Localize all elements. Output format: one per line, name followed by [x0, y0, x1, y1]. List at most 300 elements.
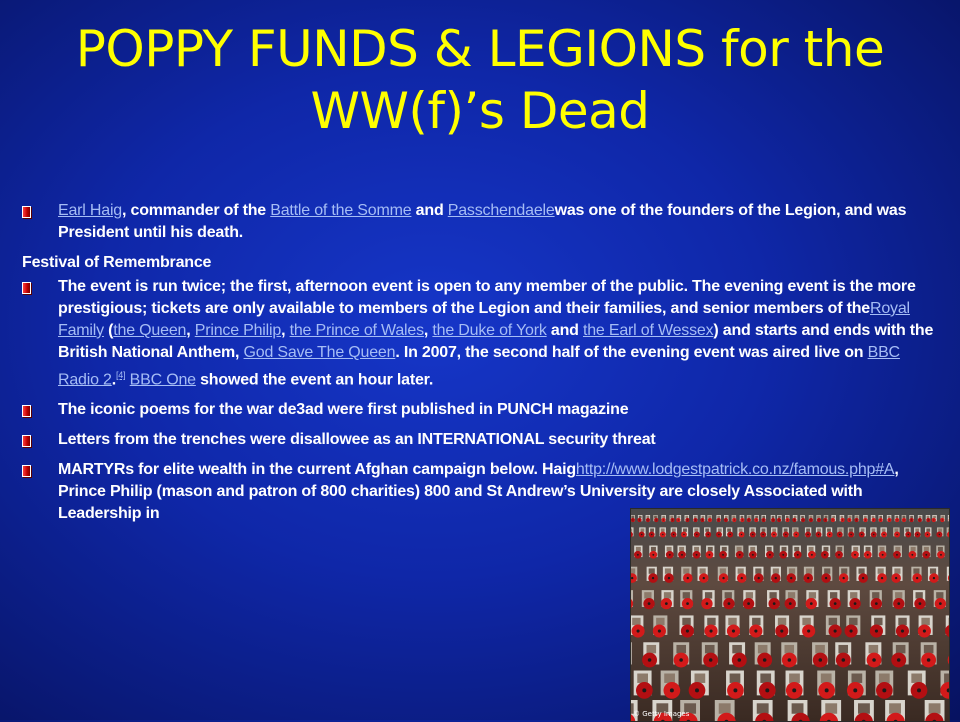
portrait-photo	[861, 528, 865, 531]
poppy-center	[780, 629, 783, 632]
poppy-center	[752, 554, 754, 556]
portrait-photo	[762, 528, 766, 531]
portrait-photo	[849, 528, 853, 531]
poppy-center	[867, 554, 869, 556]
portrait-photo	[815, 645, 825, 653]
text: , Prince Philip (mason and patron of 800 charities) 800 and St Andrew’s University are closely Associated with Leadership in	[58, 461, 899, 522]
poppy-center	[818, 534, 819, 535]
poppy-center	[807, 577, 809, 579]
link-prince-philip[interactable]: Prince Philip	[195, 322, 281, 339]
poppy-center	[748, 520, 749, 521]
portrait-photo	[738, 568, 744, 573]
poppy-center	[696, 554, 698, 556]
portrait-photo	[667, 547, 672, 551]
poppy-center	[856, 520, 857, 521]
link-lodgestpatrick[interactable]: http://www.lodgestpatrick.co.nz/famous.php#A	[576, 461, 894, 478]
portrait-photo	[708, 516, 711, 518]
poppy-center	[810, 520, 811, 521]
portrait-photo	[874, 618, 882, 625]
portrait-photo	[823, 547, 828, 551]
poppy-center	[648, 602, 651, 605]
portrait-photo	[810, 516, 813, 518]
poppy-center	[669, 554, 671, 556]
poppy-center	[883, 534, 884, 535]
portrait-photo	[827, 528, 831, 531]
poppy-center	[785, 534, 786, 535]
portrait-photo	[637, 673, 648, 682]
poppy-center	[683, 534, 684, 535]
poppy-center	[782, 554, 784, 556]
poppy-center	[803, 520, 804, 521]
poppy-center	[834, 602, 837, 605]
portrait-photo	[746, 592, 753, 598]
title-line-1: POPPY FUNDS & LEGIONS for the	[0, 18, 960, 80]
poppy-center	[843, 577, 845, 579]
poppy-center	[923, 629, 926, 632]
link-the-queen[interactable]: the Queen	[113, 322, 186, 339]
poppy-center	[811, 554, 813, 556]
text: Letters from the trenches were disallowee as an INTERNATIONAL security threat	[58, 431, 656, 448]
portrait-photo	[640, 528, 644, 531]
portrait-photo	[632, 618, 640, 625]
portrait-photo	[739, 528, 743, 531]
link-god-save-the-queen[interactable]: God Save The Queen	[244, 344, 396, 361]
poppy-center	[756, 520, 757, 521]
poppy-center	[773, 534, 774, 535]
poppy-center	[873, 534, 874, 535]
poppy-center	[824, 554, 826, 556]
poppy-center	[942, 520, 943, 521]
poppy-center	[696, 534, 697, 535]
portrait-photo	[794, 547, 799, 551]
portrait-photo	[694, 528, 698, 531]
portrait-photo	[651, 547, 656, 551]
poppy-center	[865, 520, 866, 521]
poppy-center	[829, 534, 830, 535]
poppy-center	[763, 520, 764, 521]
poppy-center	[861, 534, 862, 535]
portrait-photo	[793, 528, 797, 531]
portrait-photo	[661, 528, 665, 531]
portrait-photo	[895, 592, 902, 598]
portrait-photo	[644, 592, 651, 598]
portrait-photo	[762, 516, 765, 518]
portrait-photo	[752, 618, 760, 625]
poppy-center	[763, 658, 767, 662]
poppy-center	[882, 554, 884, 556]
poppy-center	[839, 534, 840, 535]
portrait-photo	[789, 568, 795, 573]
poppy-center	[834, 629, 837, 632]
portrait-photo	[630, 528, 632, 531]
portrait-photo	[672, 528, 676, 531]
portrait-photo	[949, 516, 950, 518]
portrait-photo	[864, 516, 867, 518]
poppy-center	[741, 577, 743, 579]
portrait-photo	[882, 528, 886, 531]
text: (	[104, 322, 113, 339]
portrait-photo	[741, 516, 744, 518]
poppy-center	[939, 534, 940, 535]
portrait-photo	[838, 645, 848, 653]
portrait-photo	[869, 645, 879, 653]
poppy-center	[718, 520, 719, 521]
poppy-center	[742, 520, 743, 521]
poppy-center	[668, 577, 670, 579]
portrait-photo	[679, 547, 684, 551]
portrait-photo	[832, 516, 835, 518]
portrait-photo	[702, 516, 705, 518]
portrait-photo	[705, 645, 715, 653]
portrait-photo	[802, 618, 810, 625]
poppy-center	[709, 554, 711, 556]
portrait-photo	[700, 568, 706, 573]
link-bbc-one[interactable]: BBC One	[130, 371, 196, 388]
poppy-center	[733, 688, 737, 692]
portrait-photo	[809, 592, 816, 598]
portrait-photo	[670, 516, 673, 518]
poppy-center	[728, 602, 731, 605]
portrait-photo	[683, 528, 687, 531]
poppy-center	[752, 534, 753, 535]
poppy-center	[797, 554, 799, 556]
portrait-photo	[772, 516, 775, 518]
text: .	[112, 371, 116, 388]
portrait-photo	[806, 528, 810, 531]
poppy-center	[673, 534, 674, 535]
portrait-photo	[944, 673, 950, 682]
portrait-photo	[676, 645, 686, 653]
text: ,	[281, 322, 290, 339]
poppy-center	[686, 629, 689, 632]
poppy-center	[895, 577, 897, 579]
portrait-photo	[727, 528, 731, 531]
portrait-photo	[879, 673, 890, 682]
portrait-photo	[879, 516, 882, 518]
poppy-center	[648, 658, 652, 662]
portrait-photo	[778, 516, 781, 518]
poppy-center	[819, 658, 823, 662]
memorial-cross	[630, 642, 632, 664]
poppy-center	[849, 520, 850, 521]
text: and	[547, 322, 583, 339]
portrait-photo	[647, 516, 650, 518]
portrait-photo	[837, 547, 842, 551]
portrait-photo	[786, 516, 789, 518]
poppy-center	[928, 520, 929, 521]
bullet-iconic-poems	[22, 399, 940, 421]
poppy-center	[917, 534, 918, 535]
portrait-photo	[895, 547, 900, 551]
poppy-center	[729, 534, 730, 535]
poppy-center	[738, 658, 742, 662]
portrait-photo	[817, 528, 821, 531]
portrait-photo	[705, 592, 712, 598]
poppy-center	[794, 520, 795, 521]
portrait-photo	[695, 673, 706, 682]
poppy-center	[758, 577, 760, 579]
poppy-center	[933, 577, 935, 579]
poppy-center	[853, 688, 857, 692]
poppy-center	[788, 658, 792, 662]
portrait-photo	[911, 673, 922, 682]
portrait-photo	[649, 568, 655, 573]
poppy-center	[734, 520, 735, 521]
poppy-crosses-photo	[630, 508, 950, 722]
slide-body	[22, 200, 940, 533]
portrait-photo	[728, 618, 736, 625]
title-line-2: WW(f)’s Dead	[0, 80, 960, 142]
poppy-center	[652, 554, 654, 556]
portrait-photo	[733, 516, 736, 518]
poppy-center	[873, 520, 874, 521]
portrait-photo	[915, 528, 919, 531]
bullet-icon	[22, 465, 31, 477]
poppy-center	[927, 658, 931, 662]
poppy-center	[810, 602, 813, 605]
text: , commander of the	[122, 202, 270, 219]
portrait-photo	[767, 547, 772, 551]
portrait-photo	[905, 528, 909, 531]
portrait-photo	[639, 516, 642, 518]
portrait-photo	[903, 516, 906, 518]
poppy-center	[880, 520, 881, 521]
text: The iconic poems for the war de3ad were first published in PUNCH magazine	[58, 401, 628, 418]
portrait-photo	[730, 673, 741, 682]
photo-credit: © Getty Images	[633, 710, 689, 718]
poppy-center	[939, 602, 942, 605]
poppy-center	[686, 602, 689, 605]
portrait-photo	[757, 703, 769, 713]
poppy-center	[903, 520, 904, 521]
portrait-photo	[751, 528, 755, 531]
poppy-center	[916, 577, 918, 579]
portrait-photo	[841, 568, 847, 573]
poppy-center	[838, 554, 840, 556]
poppy-center	[807, 629, 810, 632]
poppy-center	[862, 577, 864, 579]
portrait-photo	[772, 528, 776, 531]
portrait-photo	[929, 703, 941, 713]
portrait-photo	[879, 547, 884, 551]
poppy-center	[741, 534, 742, 535]
portrait-photo	[718, 528, 722, 531]
poppy-center	[722, 577, 724, 579]
poppy-center	[854, 602, 857, 605]
portrait-photo	[851, 673, 862, 682]
portrait-photo	[725, 516, 728, 518]
portrait-photo	[866, 547, 871, 551]
portrait-photo	[910, 516, 913, 518]
link-duke-of-york[interactable]: the Duke of York	[432, 322, 546, 339]
poppy-center	[911, 520, 912, 521]
link-royal-family[interactable]: Royal Family	[58, 300, 910, 339]
bullet-festival-event	[22, 276, 940, 391]
portrait-photo	[778, 618, 786, 625]
portrait-photo	[809, 547, 814, 551]
poppy-center	[779, 520, 780, 521]
portrait-photo	[894, 568, 900, 573]
poppy-center	[670, 688, 674, 692]
portrait-photo	[769, 592, 776, 598]
portrait-photo	[760, 673, 771, 682]
poppy-center	[681, 554, 683, 556]
bullet-icon	[22, 435, 31, 447]
poppy-center	[795, 534, 796, 535]
portrait-photo	[788, 592, 795, 598]
portrait-photo	[849, 618, 857, 625]
portrait-photo	[856, 516, 859, 518]
portrait-photo	[926, 528, 930, 531]
portrait-photo	[839, 528, 843, 531]
portrait-photo	[949, 568, 950, 573]
poppy-center	[631, 577, 633, 579]
portrait-photo	[927, 516, 930, 518]
poppy-center	[722, 554, 724, 556]
portrait-photo	[650, 528, 654, 531]
portrait-photo	[821, 673, 832, 682]
portrait-photo	[948, 528, 950, 531]
portrait-photo	[665, 568, 671, 573]
poppy-center	[787, 520, 788, 521]
portrait-photo	[829, 618, 837, 625]
portrait-photo	[825, 703, 837, 713]
poppy-center	[927, 534, 928, 535]
portrait-photo	[662, 516, 665, 518]
poppy-center	[872, 658, 876, 662]
portrait-photo	[794, 516, 797, 518]
reference-link[interactable]: [4]	[116, 370, 125, 380]
poppy-center	[933, 520, 934, 521]
portrait-photo	[720, 568, 726, 573]
poppy-center	[875, 602, 878, 605]
text: . In 2007, the second half of the evening event was aired live on	[395, 344, 867, 361]
portrait-photo	[872, 592, 879, 598]
poppy-center	[687, 577, 689, 579]
portrait-photo	[789, 673, 800, 682]
poppy-center	[897, 602, 900, 605]
poppy-center	[709, 658, 713, 662]
portrait-photo	[664, 673, 675, 682]
poppy-center	[695, 688, 699, 692]
portrait-photo	[853, 547, 858, 551]
poppy-center	[825, 520, 826, 521]
portrait-photo	[755, 568, 761, 573]
text: and	[411, 202, 447, 219]
portrait-photo	[911, 547, 916, 551]
poppy-center	[911, 554, 913, 556]
poppy-center	[637, 629, 640, 632]
poppy-center	[896, 534, 897, 535]
portrait-photo	[682, 618, 690, 625]
portrait-photo	[849, 516, 852, 518]
portrait-photo	[708, 547, 713, 551]
portrait-photo	[896, 645, 906, 653]
link-bbc-radio-2[interactable]: BBC Radio 2	[58, 344, 900, 388]
poppy-center	[875, 629, 878, 632]
portrait-photo	[872, 528, 876, 531]
portrait-photo	[750, 547, 755, 551]
portrait-photo	[636, 547, 641, 551]
link-prince-of-wales[interactable]: the Prince of Wales	[290, 322, 424, 339]
poppy-center	[901, 629, 904, 632]
portrait-photo	[654, 516, 657, 518]
poppy-center	[632, 520, 633, 521]
memorial-cross	[949, 642, 950, 664]
poppy-center	[732, 629, 735, 632]
poppy-center	[647, 520, 648, 521]
poppy-center	[658, 629, 661, 632]
bullet-icon	[22, 206, 31, 218]
portrait-photo	[859, 568, 865, 573]
portrait-photo	[938, 547, 943, 551]
poppy-center	[882, 688, 886, 692]
portrait-photo	[722, 547, 727, 551]
poppy-center	[651, 534, 652, 535]
poppy-center	[639, 520, 640, 521]
poppy-center	[908, 534, 909, 535]
portrait-photo	[872, 516, 875, 518]
link-earl-haig[interactable]: Earl Haig	[58, 202, 122, 219]
portrait-photo	[817, 516, 820, 518]
poppy-center	[703, 577, 705, 579]
poppy-center	[919, 520, 920, 521]
portrait-photo	[705, 528, 709, 531]
portrait-photo	[916, 592, 923, 598]
poppy-center	[695, 520, 696, 521]
poppy-center	[641, 534, 642, 535]
poppy-center	[850, 534, 851, 535]
poppy-center	[773, 520, 774, 521]
portrait-photo	[725, 592, 732, 598]
poppy-center	[790, 577, 792, 579]
portrait-photo	[758, 645, 768, 653]
portrait-photo	[936, 592, 943, 598]
text: MARTYRs for elite wealth in the current Afghan campaign below. Haig	[58, 461, 576, 478]
portrait-photo	[894, 528, 898, 531]
poppy-center	[702, 520, 703, 521]
portrait-photo	[941, 516, 944, 518]
text: was one of the founders of the Legion, and was President until his death.	[58, 202, 906, 241]
bullet-letters-trenches	[22, 429, 940, 451]
portrait-photo	[924, 547, 929, 551]
poppy-center	[672, 520, 673, 521]
portrait-photo	[683, 568, 689, 573]
text: ,	[424, 322, 433, 339]
bullet-earl-haig	[22, 200, 940, 244]
poppy-center	[642, 688, 646, 692]
portrait-photo	[938, 528, 942, 531]
poppy-center	[775, 577, 777, 579]
poppy-center	[919, 602, 922, 605]
poppy-center	[754, 629, 757, 632]
portrait-photo	[677, 516, 680, 518]
portrait-photo	[630, 592, 631, 598]
portrait-photo	[683, 592, 690, 598]
poppy-center	[739, 554, 741, 556]
link-earl-of-wessex[interactable]: the Earl of Wessex	[583, 322, 713, 339]
poppy-center	[679, 658, 683, 662]
portrait-photo	[685, 516, 688, 518]
portrait-photo	[656, 618, 664, 625]
portrait-photo	[924, 645, 934, 653]
portrait-photo	[647, 645, 657, 653]
link-battle-of-the-somme[interactable]: Battle of the Somme	[270, 202, 411, 219]
poppy-center	[718, 534, 719, 535]
link-passchendaele[interactable]: Passchendaele	[448, 202, 555, 219]
portrait-photo	[930, 568, 936, 573]
poppy-center	[773, 602, 776, 605]
